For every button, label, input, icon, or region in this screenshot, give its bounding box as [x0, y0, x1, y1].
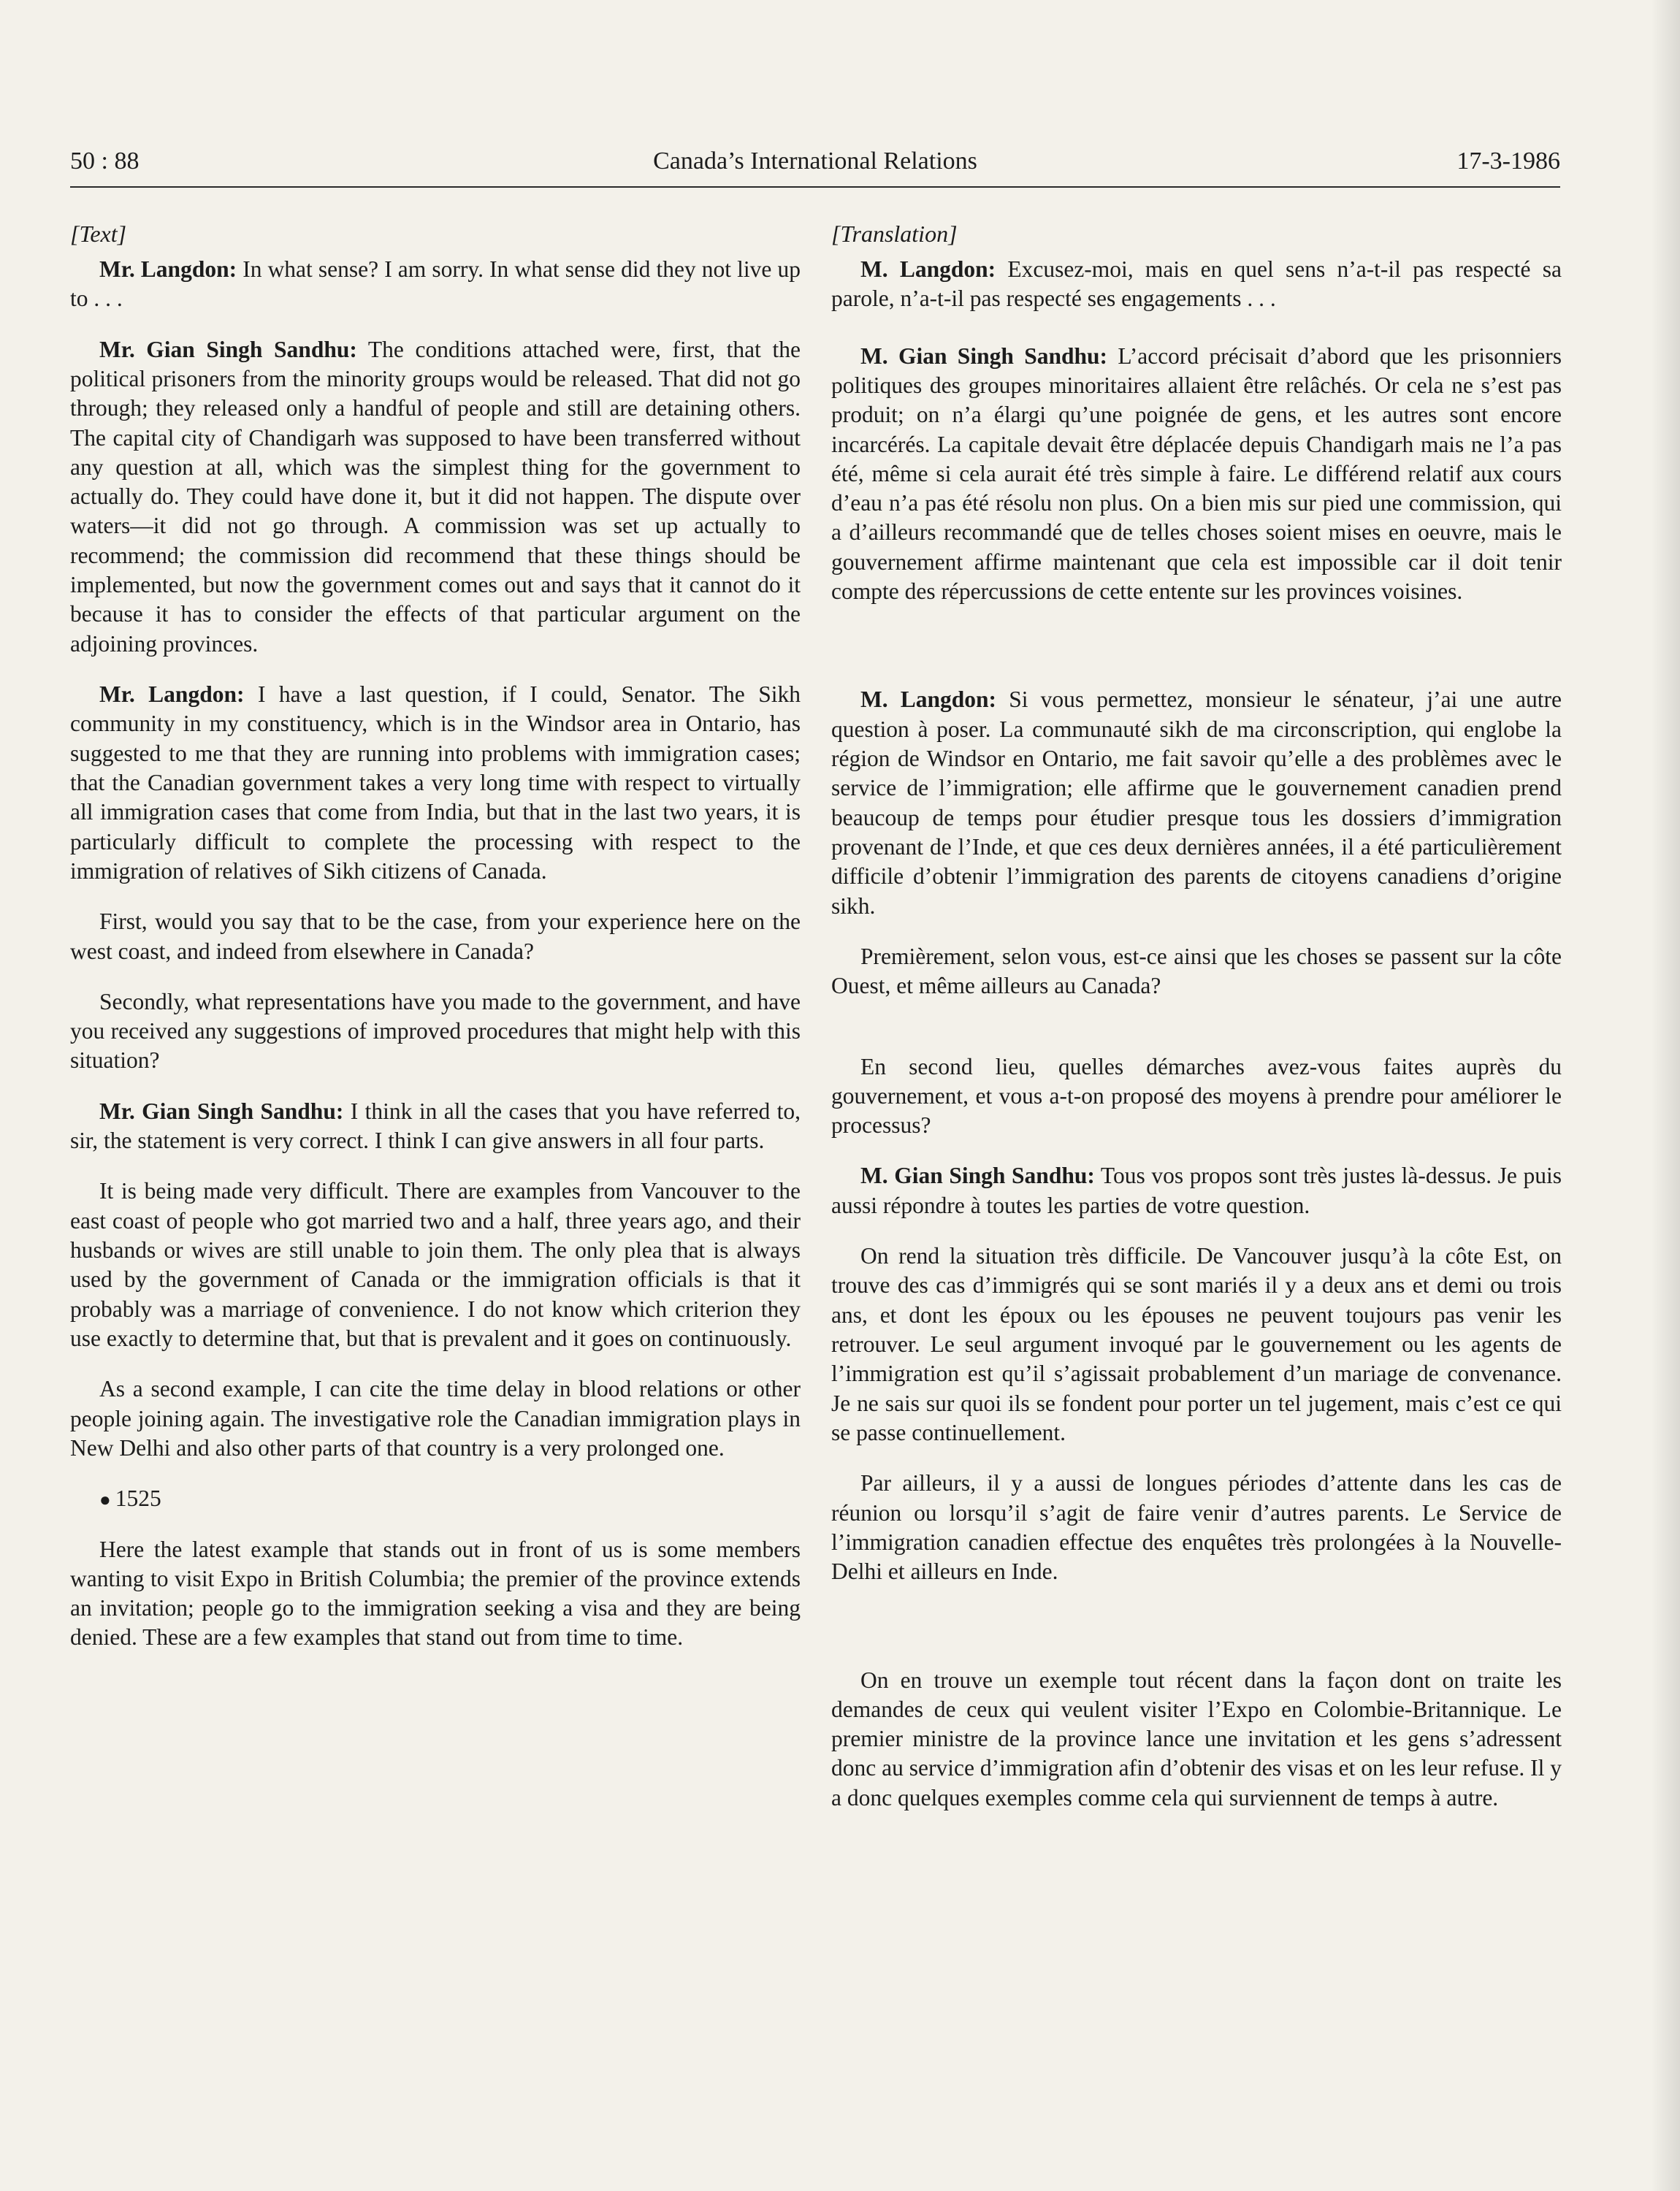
paragraph: First, would you say that to be the case, from your experience here on the west coast, and indeed from elsewhere in Canada? — [70, 909, 801, 964]
page-edge-shadow — [1651, 0, 1680, 2191]
page-header — [70, 140, 1560, 186]
paragraph-text: I think in all the cases that you have referred to, sir, the statement is very correct. I think I can give answers in all four parts. — [70, 1098, 801, 1154]
speaker-name: Mr. Langdon: — [99, 256, 237, 282]
running-title: Canada’s International Relations — [653, 148, 977, 175]
page-number: 50 : 88 — [70, 148, 140, 175]
paragraph — [831, 1161, 1562, 1220]
paragraph: Secondly, what representations have you made to the government, and have you received any suggestions of improved procedures that might help with this situation? — [70, 988, 801, 1074]
paragraph — [70, 1097, 801, 1156]
text-tag-label: Text — [79, 221, 118, 247]
paragraph — [831, 685, 1562, 921]
speaker-name: Mr. Gian Singh Sandhu: — [99, 336, 357, 362]
paragraph-text: Tous vos propos sont très justes là-dessus. Je puis aussi répondre à toutes les parties de votre question. — [831, 1163, 1562, 1218]
paragraph — [831, 255, 1562, 314]
speaker-name: M. Langdon: — [860, 687, 997, 713]
bullet-icon: ● — [99, 1489, 111, 1511]
paragraph — [70, 255, 801, 314]
paragraph: On en trouve un exemple tout récent dans la façon dont on traite les demandes de ceux qui veulent visiter l’Expo en Colombie-Britannique. Le premier ministre de la province lance une invitation et les gens s’adressent donc au service d’immigration afin d’obtenir des visas et on les leur refuse. Il y a donc quelques exemples comme cela qui surviennent de temps à autre. — [831, 1667, 1562, 1810]
paragraph: Here the latest example that stands out in front of us is some members wanting to visit Expo in British Columbia; the premier of the province extends an invitation; people go to the immigration seeking a visa and they are being denied. These are a few examples that stand out from time to time. — [70, 1536, 801, 1651]
header-rule — [70, 186, 1560, 188]
speaker-name: M. Langdon: — [860, 256, 996, 282]
header-date: 17-3-1986 — [1456, 148, 1560, 175]
english-column — [70, 219, 801, 1674]
paragraph-text: L’accord précisait d’abord que les prisonniers politiques des groupes minoritaires allaient être relâchés. Or cela ne s’est pas produit; on n’a élargi qu’une poignée de gens, et les autres sont encore incarcérés. La capitale devait être déplacée depuis Chandigarh mais ne l’a pas été, même si cela aurait été très simple à faire. Le différend relatif aux cours d’eau n’a pas été résolu non plus. On a bien mis sur pied une commission, qui a d’ailleurs recommandé que de telles choses soient mises en oeuvre, mais le gouvernement affirme maintenant que cela est impossible car il doit tenir compte des répercussions de cette entente sur les provinces voisines. — [831, 343, 1562, 605]
paragraph-text: In what sense? I am sorry. In what sense did they not live up to . . . — [70, 256, 801, 312]
paragraph: It is being made very difficult. There are examples from Vancouver to the east coast of people who got married two and a half, three years ago, and their husbands or wives are still unable to join them. The only plea that is always used by the government of Canada or the immigration officials is that it probably was a marriage of convenience. I do not know which criterion they use exactly to determine that, but that is prevalent and it goes on continuously. — [70, 1178, 801, 1351]
paragraph-text: The conditions attached were, first, that the political prisoners from the minority groups would be released. That did not go through; they released only a handful of people and still are detaining others. The capital city of Chandigarh was supposed to have been transferred without any question at all, which was the simplest thing for the government to actually do. They could have done it, but it did not happen. The dispute over waters—it did not go through. A commission was set up actually to recommend; the commission did recommend that these things should be implemented, but now the government comes out and says that it cannot do it because it has to consider the effects of that particular argument on the adjoining provinces. — [70, 336, 801, 657]
french-column — [831, 219, 1562, 1834]
paragraph: Par ailleurs, il y a aussi de longues périodes d’attente dans les cas de réunion ou lorsqu’il s’agit de faire venir d’autres parents. Le Service de l’immigration canadien effectue des enquêtes très prolongées à la Nouvelle-Delhi et ailleurs en Inde. — [831, 1470, 1562, 1585]
time-marker-value: 1525 — [115, 1485, 161, 1512]
paragraph — [70, 335, 801, 659]
translation-tag-label: Translation — [840, 221, 949, 247]
paragraph: As a second example, I can cite the time delay in blood relations or other people joining again. The investigative role the Canadian immigration plays in New Delhi and also other parts of that country is a very prolonged one. — [70, 1376, 801, 1461]
paragraph: En second lieu, quelles démarches avez-vous faites auprès du gouvernement, et vous a-t-on proposé des moyens à prendre pour améliorer le processus? — [831, 1053, 1562, 1139]
paragraph: On rend la situation très difficile. De Vancouver jusqu’à la côte Est, on trouve des cas d’immigrés qui se sont mariés il y a deux ans et demi ou trois ans, et dont les époux ou les épouses ne peuvent toujours pas venir les retrouver. Le seul argument invoqué par le gouvernement ou les agents de l’immigration est qu’il s’agissait probablement d’un mariage de convenance. Je ne sais sur quoi ils se fondent pour porter un tel jugement, mais c’est ce qui se passe continuellement. — [831, 1243, 1562, 1445]
speaker-name: M. Gian Singh Sandhu: — [860, 1163, 1095, 1189]
paragraph-text: I have a last question, if I could, Senator. The Sikh community in my constituency, which is in the Windsor area in Ontario, has suggested to me that they are running into problems with immigration cases; that the Canadian government takes a very long time with respect to virtually all immigration cases that come from India, but that in the last two years, it is particularly difficult to complete the processing with respect to the immigration of relatives of Sikh citizens of Canada. — [70, 681, 801, 884]
time-marker — [70, 1484, 801, 1513]
translation-tag: [Translation] — [831, 221, 958, 247]
paragraph — [831, 342, 1562, 607]
paragraph-text: Excusez-moi, mais en quel sens n’a-t-il pas respecté sa parole, n’a-t-il pas respecté ses engagements . . . — [831, 256, 1562, 312]
paragraph-text: Si vous permettez, monsieur le sénateur, j’ai une autre question à poser. La communauté sikh de ma circonscription, qui englobe la région de Windsor en Ontario, me fait savoir qu’elle a des problèmes avec le service de l’immigration; elle affirme que le gouvernement canadien prend beaucoup de temps pour étudier presque tous les dossiers d’immigration provenant de l’Inde, et que ces deux dernières années, il a été particulièrement difficile d’obtenir l’immigration des parents de citoyens canadiens d’origine sikh. — [831, 687, 1562, 919]
paragraph — [70, 680, 801, 886]
paragraph: Premièrement, selon vous, est-ce ainsi que les choses se passent sur la côte Ouest, et même ailleurs au Canada? — [831, 943, 1562, 999]
speaker-name: M. Gian Singh Sandhu: — [860, 343, 1108, 369]
speaker-name: Mr. Gian Singh Sandhu: — [99, 1098, 344, 1124]
speaker-name: Mr. Langdon: — [99, 681, 245, 708]
text-tag: [Text] — [70, 221, 127, 247]
